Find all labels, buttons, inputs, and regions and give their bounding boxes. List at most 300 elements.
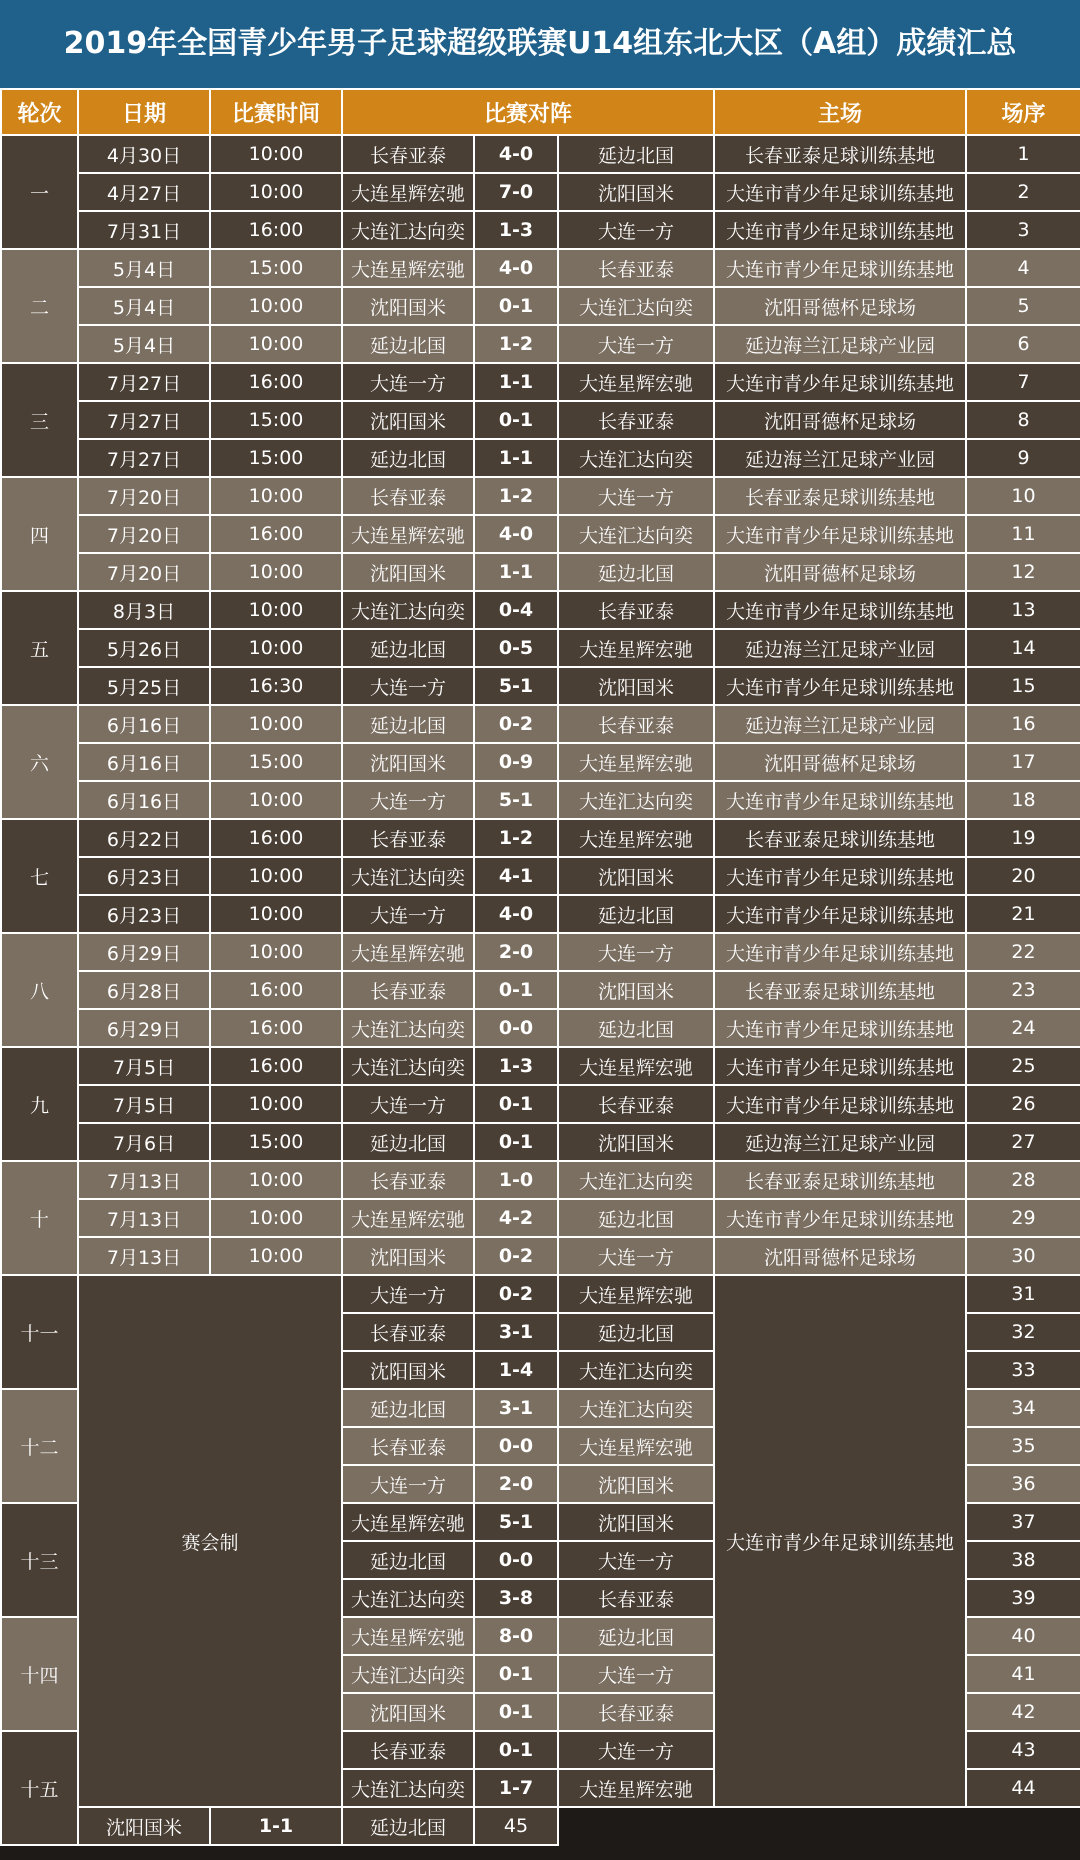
match-score: 0-1 <box>474 1731 558 1769</box>
match-order: 5 <box>966 287 1080 325</box>
home-team: 大连汇达向奕 <box>342 211 474 249</box>
match-score: 8-0 <box>474 1617 558 1655</box>
match-score: 1-1 <box>210 1807 342 1845</box>
match-date: 7月27日 <box>78 439 210 477</box>
table-row <box>1 325 1080 363</box>
match-date: 7月27日 <box>78 363 210 401</box>
page-title: 2019年全国青少年男子足球超级联赛U14组东北大区（A组）成绩汇总 <box>0 0 1080 88</box>
match-date: 5月26日 <box>78 629 210 667</box>
away-team: 大连星辉宏驰 <box>558 1275 714 1313</box>
away-team: 大连汇达向奕 <box>558 781 714 819</box>
match-venue: 延边海兰江足球产业园 <box>714 705 966 743</box>
match-time: 16:00 <box>210 1047 342 1085</box>
round-label: 四 <box>1 477 78 591</box>
match-venue: 大连市青少年足球训练基地 <box>714 1199 966 1237</box>
away-team: 沈阳国米 <box>558 1123 714 1161</box>
match-venue: 大连市青少年足球训练基地 <box>714 933 966 971</box>
match-venue: 大连市青少年足球训练基地 <box>714 895 966 933</box>
away-team: 大连星辉宏驰 <box>558 1769 714 1807</box>
away-team: 大连星辉宏驰 <box>558 1427 714 1465</box>
match-score: 1-1 <box>474 439 558 477</box>
match-time: 10:00 <box>210 629 342 667</box>
home-team: 沈阳国米 <box>342 401 474 439</box>
away-team: 延边北国 <box>558 1617 714 1655</box>
match-order: 32 <box>966 1313 1080 1351</box>
match-order: 39 <box>966 1579 1080 1617</box>
match-venue: 大连市青少年足球训练基地 <box>714 173 966 211</box>
round-label: 十四 <box>1 1617 78 1731</box>
away-team: 大连汇达向奕 <box>558 515 714 553</box>
away-team: 大连一方 <box>558 1731 714 1769</box>
match-order: 40 <box>966 1617 1080 1655</box>
away-team: 延边北国 <box>558 1009 714 1047</box>
match-score: 1-3 <box>474 1047 558 1085</box>
match-score: 3-1 <box>474 1389 558 1427</box>
match-score: 1-2 <box>474 477 558 515</box>
away-team: 大连星辉宏驰 <box>558 629 714 667</box>
match-time: 10:00 <box>210 553 342 591</box>
match-score: 1-4 <box>474 1351 558 1389</box>
home-team: 大连星辉宏驰 <box>342 1503 474 1541</box>
match-venue: 大连市青少年足球训练基地 <box>714 781 966 819</box>
home-team: 大连星辉宏驰 <box>342 1199 474 1237</box>
match-time: 10:00 <box>210 933 342 971</box>
match-order: 43 <box>966 1731 1080 1769</box>
table-row <box>1 1237 1080 1275</box>
away-team: 大连一方 <box>558 933 714 971</box>
match-venue: 大连市青少年足球训练基地 <box>714 591 966 629</box>
home-team: 长春亚泰 <box>342 477 474 515</box>
away-team: 大连星辉宏驰 <box>558 819 714 857</box>
header-date: 日期 <box>78 89 210 135</box>
away-team: 长春亚泰 <box>558 1085 714 1123</box>
match-order: 20 <box>966 857 1080 895</box>
match-date: 7月13日 <box>78 1199 210 1237</box>
match-score: 2-0 <box>474 1465 558 1503</box>
away-team: 沈阳国米 <box>558 173 714 211</box>
table-row <box>1 135 1080 173</box>
away-team: 大连星辉宏驰 <box>558 363 714 401</box>
match-time: 15:00 <box>210 1123 342 1161</box>
match-score: 0-1 <box>474 1123 558 1161</box>
home-team: 大连汇达向奕 <box>342 591 474 629</box>
away-team: 长春亚泰 <box>558 1579 714 1617</box>
table-row <box>1 705 1080 743</box>
match-time: 10:00 <box>210 325 342 363</box>
home-team: 长春亚泰 <box>342 1427 474 1465</box>
match-order: 27 <box>966 1123 1080 1161</box>
match-score: 4-1 <box>474 857 558 895</box>
match-order: 10 <box>966 477 1080 515</box>
home-team: 大连一方 <box>342 895 474 933</box>
tournament-venue: 大连市青少年足球训练基地 <box>714 1275 966 1807</box>
round-label: 九 <box>1 1047 78 1161</box>
home-team: 长春亚泰 <box>342 135 474 173</box>
match-score: 1-3 <box>474 211 558 249</box>
table-row <box>1 1199 1080 1237</box>
match-date: 7月6日 <box>78 1123 210 1161</box>
match-order: 38 <box>966 1541 1080 1579</box>
table-row <box>1 439 1080 477</box>
match-score: 2-0 <box>474 933 558 971</box>
match-venue: 大连市青少年足球训练基地 <box>714 515 966 553</box>
match-score: 3-8 <box>474 1579 558 1617</box>
match-order: 28 <box>966 1161 1080 1199</box>
table-row <box>1 743 1080 781</box>
match-score: 0-1 <box>474 1655 558 1693</box>
home-team: 大连汇达向奕 <box>342 1655 474 1693</box>
match-order: 34 <box>966 1389 1080 1427</box>
away-team: 长春亚泰 <box>558 1693 714 1731</box>
match-venue: 沈阳哥德杯足球场 <box>714 743 966 781</box>
match-date: 7月31日 <box>78 211 210 249</box>
match-time: 10:00 <box>210 1085 342 1123</box>
match-date: 6月29日 <box>78 1009 210 1047</box>
match-score: 0-1 <box>474 1085 558 1123</box>
match-score: 0-2 <box>474 1275 558 1313</box>
away-team: 沈阳国米 <box>558 667 714 705</box>
match-time: 10:00 <box>210 781 342 819</box>
match-time: 16:00 <box>210 363 342 401</box>
match-score: 5-1 <box>474 667 558 705</box>
match-order: 4 <box>966 249 1080 287</box>
match-time: 16:00 <box>210 819 342 857</box>
home-team: 沈阳国米 <box>342 743 474 781</box>
match-score: 0-1 <box>474 1693 558 1731</box>
match-date: 6月28日 <box>78 971 210 1009</box>
match-order: 9 <box>966 439 1080 477</box>
match-date: 6月16日 <box>78 781 210 819</box>
match-venue: 沈阳哥德杯足球场 <box>714 401 966 439</box>
match-score: 4-2 <box>474 1199 558 1237</box>
match-order: 21 <box>966 895 1080 933</box>
match-time: 10:00 <box>210 591 342 629</box>
match-score: 0-5 <box>474 629 558 667</box>
match-order: 7 <box>966 363 1080 401</box>
away-team: 延边北国 <box>558 135 714 173</box>
match-order: 22 <box>966 933 1080 971</box>
match-time: 10:00 <box>210 477 342 515</box>
match-venue: 延边海兰江足球产业园 <box>714 325 966 363</box>
round-label: 十 <box>1 1161 78 1275</box>
away-team: 大连一方 <box>558 477 714 515</box>
table-row <box>1 591 1080 629</box>
round-label: 三 <box>1 363 78 477</box>
match-venue: 沈阳哥德杯足球场 <box>714 553 966 591</box>
match-time: 10:00 <box>210 705 342 743</box>
table-row <box>1 1161 1080 1199</box>
round-label: 八 <box>1 933 78 1047</box>
home-team: 长春亚泰 <box>342 1161 474 1199</box>
home-team: 大连一方 <box>342 1275 474 1313</box>
match-time: 10:00 <box>210 1237 342 1275</box>
home-team: 沈阳国米 <box>342 287 474 325</box>
match-venue: 大连市青少年足球训练基地 <box>714 211 966 249</box>
header-round: 轮次 <box>1 89 78 135</box>
header-row <box>1 89 1080 135</box>
home-team: 长春亚泰 <box>342 1313 474 1351</box>
match-order: 6 <box>966 325 1080 363</box>
away-team: 沈阳国米 <box>558 971 714 1009</box>
home-team: 大连星辉宏驰 <box>342 1617 474 1655</box>
match-date: 7月20日 <box>78 553 210 591</box>
table-row <box>1 1047 1080 1085</box>
away-team: 长春亚泰 <box>558 591 714 629</box>
match-score: 7-0 <box>474 173 558 211</box>
table-row <box>1 515 1080 553</box>
match-order: 11 <box>966 515 1080 553</box>
table-row <box>1 819 1080 857</box>
table-row <box>1 667 1080 705</box>
home-team: 大连星辉宏驰 <box>342 249 474 287</box>
match-time: 15:00 <box>210 249 342 287</box>
table-row <box>1 1807 1080 1845</box>
home-team: 延边北国 <box>342 1389 474 1427</box>
match-date: 5月4日 <box>78 325 210 363</box>
match-order: 33 <box>966 1351 1080 1389</box>
match-order: 24 <box>966 1009 1080 1047</box>
match-date: 6月16日 <box>78 743 210 781</box>
match-venue: 长春亚泰足球训练基地 <box>714 1161 966 1199</box>
match-order: 42 <box>966 1693 1080 1731</box>
match-score: 0-1 <box>474 401 558 439</box>
home-team: 沈阳国米 <box>342 1693 474 1731</box>
match-score: 0-0 <box>474 1541 558 1579</box>
match-order: 1 <box>966 135 1080 173</box>
match-time: 15:00 <box>210 401 342 439</box>
match-venue: 长春亚泰足球训练基地 <box>714 477 966 515</box>
match-date: 7月13日 <box>78 1161 210 1199</box>
home-team: 大连一方 <box>342 1085 474 1123</box>
match-score: 1-0 <box>474 1161 558 1199</box>
match-order: 44 <box>966 1769 1080 1807</box>
table-row <box>1 553 1080 591</box>
match-time: 16:00 <box>210 971 342 1009</box>
match-score: 5-1 <box>474 781 558 819</box>
match-score: 5-1 <box>474 1503 558 1541</box>
match-order: 15 <box>966 667 1080 705</box>
match-order: 3 <box>966 211 1080 249</box>
match-order: 19 <box>966 819 1080 857</box>
home-team: 大连汇达向奕 <box>342 1047 474 1085</box>
table-row <box>1 1123 1080 1161</box>
match-time: 16:00 <box>210 515 342 553</box>
round-label: 一 <box>1 135 78 249</box>
home-team: 大连汇达向奕 <box>342 1009 474 1047</box>
match-score: 4-0 <box>474 135 558 173</box>
home-team: 大连汇达向奕 <box>342 1579 474 1617</box>
away-team: 大连一方 <box>558 211 714 249</box>
match-order: 36 <box>966 1465 1080 1503</box>
match-time: 10:00 <box>210 1199 342 1237</box>
match-time: 16:00 <box>210 211 342 249</box>
table-row <box>1 477 1080 515</box>
away-team: 大连汇达向奕 <box>558 1351 714 1389</box>
match-venue: 沈阳哥德杯足球场 <box>714 1237 966 1275</box>
match-order: 8 <box>966 401 1080 439</box>
away-team: 大连一方 <box>558 1541 714 1579</box>
match-venue: 大连市青少年足球训练基地 <box>714 1047 966 1085</box>
round-label: 十二 <box>1 1389 78 1503</box>
match-order: 14 <box>966 629 1080 667</box>
match-order: 18 <box>966 781 1080 819</box>
away-team: 延边北国 <box>558 895 714 933</box>
round-label: 二 <box>1 249 78 363</box>
match-score: 4-0 <box>474 249 558 287</box>
match-time: 10:00 <box>210 895 342 933</box>
table-row <box>1 401 1080 439</box>
away-team: 长春亚泰 <box>558 249 714 287</box>
home-team: 沈阳国米 <box>342 1237 474 1275</box>
match-venue: 大连市青少年足球训练基地 <box>714 1085 966 1123</box>
match-score: 0-0 <box>474 1009 558 1047</box>
match-venue: 延边海兰江足球产业园 <box>714 439 966 477</box>
match-time: 16:00 <box>210 1009 342 1047</box>
table-row <box>1 857 1080 895</box>
away-team: 大连汇达向奕 <box>558 1389 714 1427</box>
match-venue: 延边海兰江足球产业园 <box>714 1123 966 1161</box>
match-date: 4月27日 <box>78 173 210 211</box>
match-venue: 沈阳哥德杯足球场 <box>714 287 966 325</box>
match-order: 13 <box>966 591 1080 629</box>
home-team: 沈阳国米 <box>342 1351 474 1389</box>
round-label: 十一 <box>1 1275 78 1389</box>
round-label: 五 <box>1 591 78 705</box>
home-team: 延边北国 <box>342 1123 474 1161</box>
home-team: 大连一方 <box>342 363 474 401</box>
match-score: 4-0 <box>474 515 558 553</box>
home-team: 大连星辉宏驰 <box>342 173 474 211</box>
away-team: 大连一方 <box>558 1237 714 1275</box>
match-score: 1-1 <box>474 553 558 591</box>
header-order: 场序 <box>966 89 1080 135</box>
match-score: 0-0 <box>474 1427 558 1465</box>
match-venue: 大连市青少年足球训练基地 <box>714 363 966 401</box>
table-row <box>1 1275 1080 1313</box>
home-team: 延边北国 <box>342 705 474 743</box>
away-team: 沈阳国米 <box>558 1465 714 1503</box>
table-row <box>1 895 1080 933</box>
header-venue: 主场 <box>714 89 966 135</box>
match-date: 4月30日 <box>78 135 210 173</box>
match-venue: 大连市青少年足球训练基地 <box>714 1009 966 1047</box>
match-date: 5月4日 <box>78 287 210 325</box>
table-row <box>1 249 1080 287</box>
away-team: 延边北国 <box>558 1199 714 1237</box>
match-order: 35 <box>966 1427 1080 1465</box>
match-time: 10:00 <box>210 173 342 211</box>
match-date: 6月22日 <box>78 819 210 857</box>
table-row <box>1 629 1080 667</box>
away-team: 大连一方 <box>558 1655 714 1693</box>
match-score: 0-2 <box>474 705 558 743</box>
home-team: 大连一方 <box>342 667 474 705</box>
match-score: 0-2 <box>474 1237 558 1275</box>
match-time: 16:30 <box>210 667 342 705</box>
home-team: 延边北国 <box>342 439 474 477</box>
match-score: 1-2 <box>474 325 558 363</box>
match-score: 0-1 <box>474 971 558 1009</box>
match-order: 37 <box>966 1503 1080 1541</box>
match-score: 1-7 <box>474 1769 558 1807</box>
table-row <box>1 1085 1080 1123</box>
match-date: 7月13日 <box>78 1237 210 1275</box>
match-order: 30 <box>966 1237 1080 1275</box>
match-time: 10:00 <box>210 287 342 325</box>
match-date: 6月16日 <box>78 705 210 743</box>
match-score: 0-9 <box>474 743 558 781</box>
away-team: 大连汇达向奕 <box>558 439 714 477</box>
match-order: 31 <box>966 1275 1080 1313</box>
home-team: 沈阳国米 <box>342 553 474 591</box>
match-venue: 延边海兰江足球产业园 <box>714 629 966 667</box>
match-time: 10:00 <box>210 135 342 173</box>
away-team: 大连汇达向奕 <box>558 1161 714 1199</box>
round-label: 十五 <box>1 1731 78 1845</box>
match-order: 17 <box>966 743 1080 781</box>
table-row <box>1 781 1080 819</box>
away-team: 大连星辉宏驰 <box>558 1047 714 1085</box>
home-team: 延边北国 <box>342 325 474 363</box>
home-team: 大连一方 <box>342 781 474 819</box>
match-date: 8月3日 <box>78 591 210 629</box>
match-order: 41 <box>966 1655 1080 1693</box>
results-table <box>0 88 1080 1846</box>
match-venue: 长春亚泰足球训练基地 <box>714 819 966 857</box>
match-venue: 长春亚泰足球训练基地 <box>714 135 966 173</box>
match-score: 0-1 <box>474 287 558 325</box>
home-team: 大连一方 <box>342 1465 474 1503</box>
match-date: 6月23日 <box>78 895 210 933</box>
round-label: 十三 <box>1 1503 78 1617</box>
match-score: 4-0 <box>474 895 558 933</box>
home-team: 大连汇达向奕 <box>342 857 474 895</box>
match-time: 15:00 <box>210 439 342 477</box>
table-row <box>1 173 1080 211</box>
match-score: 3-1 <box>474 1313 558 1351</box>
round-label: 七 <box>1 819 78 933</box>
match-time: 10:00 <box>210 857 342 895</box>
match-venue: 长春亚泰足球训练基地 <box>714 971 966 1009</box>
match-venue: 大连市青少年足球训练基地 <box>714 249 966 287</box>
table-row <box>1 211 1080 249</box>
home-team: 延边北国 <box>342 1541 474 1579</box>
away-team: 延边北国 <box>342 1807 474 1845</box>
match-order: 12 <box>966 553 1080 591</box>
away-team: 长春亚泰 <box>558 705 714 743</box>
match-date: 7月27日 <box>78 401 210 439</box>
match-order: 25 <box>966 1047 1080 1085</box>
match-order: 26 <box>966 1085 1080 1123</box>
away-team: 大连一方 <box>558 325 714 363</box>
match-date: 5月4日 <box>78 249 210 287</box>
match-order: 29 <box>966 1199 1080 1237</box>
home-team: 大连星辉宏驰 <box>342 515 474 553</box>
match-date: 7月20日 <box>78 515 210 553</box>
match-date: 7月5日 <box>78 1085 210 1123</box>
match-venue: 大连市青少年足球训练基地 <box>714 667 966 705</box>
home-team: 长春亚泰 <box>342 971 474 1009</box>
away-team: 大连汇达向奕 <box>558 287 714 325</box>
header-match: 比赛对阵 <box>342 89 714 135</box>
match-order: 23 <box>966 971 1080 1009</box>
match-date: 6月29日 <box>78 933 210 971</box>
match-time: 15:00 <box>210 743 342 781</box>
home-team: 长春亚泰 <box>342 1731 474 1769</box>
away-team: 长春亚泰 <box>558 401 714 439</box>
match-order: 16 <box>966 705 1080 743</box>
table-row <box>1 1009 1080 1047</box>
